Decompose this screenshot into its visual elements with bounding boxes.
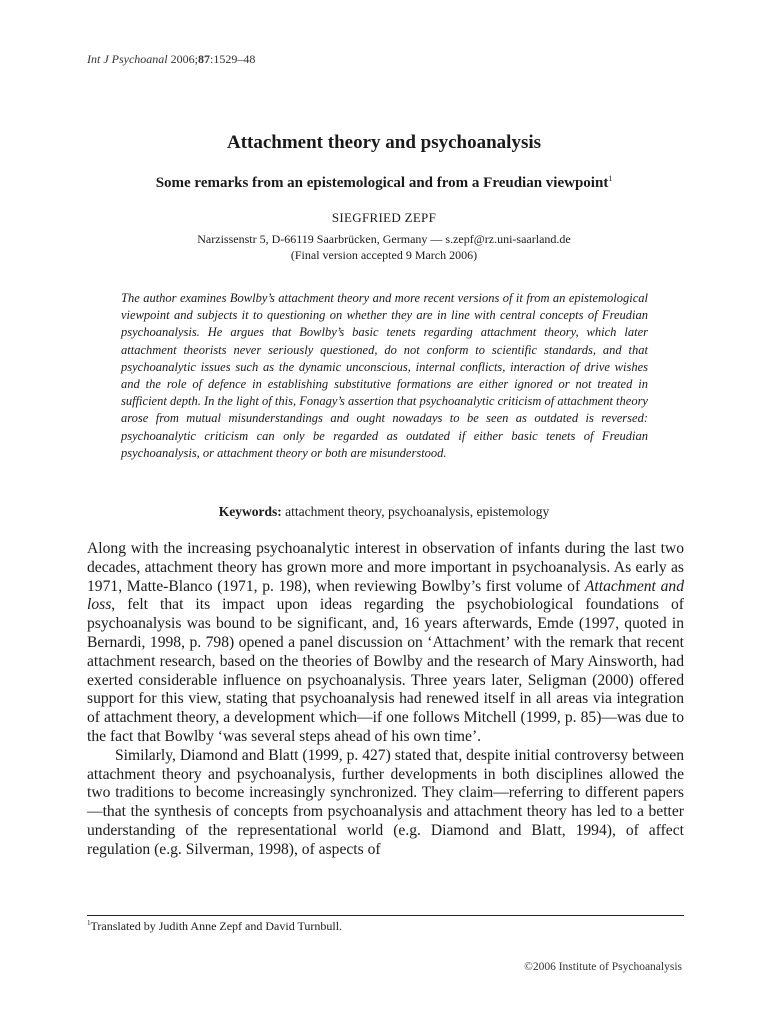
body-paragraph-1 — [87, 540, 684, 747]
journal-name: Int J Psychoanal — [87, 52, 168, 66]
journal-citation — [87, 52, 255, 67]
article-title: Attachment theory and psychoanalysis — [226, 132, 542, 153]
footnote-number: 1 — [87, 919, 91, 927]
abstract: The author examines Bowlby’s attachment theory and more recent versions of it from an epistemological viewpoint and subjects it to questioning on whether they are in line with central concepts of Freudian psychoanalysis. He argues that Bowlby’s basic tenets regarding attachment theory, which later attachment theorists never seriously questioned, do not conform to scientific standards, and that psychoanalytic issues such as the dynamic unconscious, internal conflicts, interaction of drive wishes and the role of defence in establishing substitutive formations are either ignored or not treated in sufficient depth. In the light of this, Fonagy’s assertion that psychoanalytic criticism of attachment theory arose from mutual misunderstandings and ought nowadays to be seen as outdated is reversed: psychoanalytic criticism can only be regarded as outdated if either basic tenets of Freudian psychoanalysis, or attachment theory or both are misunderstood. — [121, 291, 648, 460]
footnote-marker: 1 — [608, 174, 613, 183]
journal-volume: 87 — [198, 52, 210, 66]
author-address: Narzissenstr 5, D-66119 Saarbrücken, Germany — s.zepf@rz.uni-saarland.de — [197, 232, 571, 246]
book-title: Attachment and loss — [87, 577, 684, 614]
footnote-text: Translated by Judith Anne Zepf and David Turnbull. — [90, 919, 343, 933]
journal-pages: :1529–48 — [210, 52, 256, 66]
footnote — [87, 919, 342, 934]
keywords-terms: attachment theory, psychoanalysis, epistemology — [281, 504, 550, 519]
keywords — [0, 504, 768, 520]
body-text — [87, 540, 684, 860]
copyright-notice: ©2006 Institute of Psychoanalysis — [524, 961, 682, 973]
article-subtitle — [0, 174, 768, 192]
body-paragraph-1-text-b: , felt that its impact upon ideas regarding the psychobiological foundations of psychoanalysis was bound to be significant, and, 16 years afterwards, Emde (1997, quoted in Bernardi, 1998, p. 798) opened a panel discussion on ‘Attachment’ with the remark that recent attachment research, based on the theories of Bowlby and the research of Mary Ainsworth, had exerted considerable influence on psychoanalysis. Three years later, Seligman (2000) offered support for this view, stating that psychoanalysis had renewed itself in all areas via integration of attachment theory, a development which—if one follows Mitchell (1999, p. 85)—was due to the fact that Bowlby ‘was several steps ahead of his own time’. — [87, 596, 684, 745]
keywords-label: Keywords: — [218, 504, 282, 519]
body-paragraph-1-text-a: Along with the increasing psychoanalytic interest in observation of infants during the last two decades, attachment theory has grown more and more important in psychoanalysis. As early as 1971, Matte-Blanco (1971, p. 198), when reviewing Bowlby’s first volume of — [87, 540, 684, 595]
author-name: SIEGFRIED ZEPF — [331, 210, 437, 225]
article-subtitle-text: Some remarks from an epistemological and from a Freudian viewpoint — [155, 175, 609, 191]
journal-year: 2006; — [170, 52, 198, 66]
author-affiliation — [0, 231, 768, 263]
body-paragraph-2: Similarly, Diamond and Blatt (1999, p. 427) stated that, despite initial controversy between attachment theory and psychoanalysis, further developments in both disciplines allowed the two traditions to become increasingly synchronized. They claim—referring to different papers—that the synthesis of concepts from psychoanalysis and attachment theory has led to a better understanding of the representational world (e.g. Diamond and Blatt, 1994), of affect regulation (e.g. Silverman, 1998), of aspects of — [87, 746, 684, 858]
footnote-divider — [87, 915, 684, 916]
acceptance-date: (Final version accepted 9 March 2006) — [290, 248, 478, 262]
